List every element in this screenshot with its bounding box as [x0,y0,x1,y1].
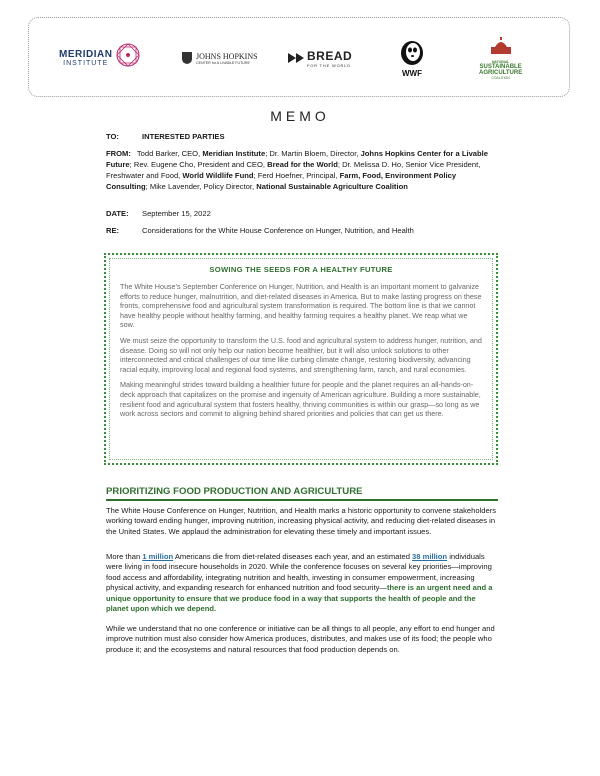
from-text-7: ; Dr. Melissa D. Ho, Senior Vice President, Freshwater and Food, [106,160,481,180]
callout-paragraph-2: We must seize the opportunity to transform the U.S. food and agricultural system to address hunger, nutrition, and disease. Doing so will not only help our nation become healthier, but it will also unlock solutions to other interconnected and critical challenges of our time like curbing climate change, restoring biodiversity, advancing racial equity, improving local and regional food systems, and strengthening farm, ranch, and rural economies. [120,335,482,374]
date-label: DATE: [106,209,129,218]
p2-emphasis: there is an urgent need and a unique opportunity to ensure that we produce food in a way that supports the health of people and the planet upon which we depend. [106,583,493,614]
callout-inner [109,258,493,460]
from-text-9: ; Ferd Hoefner, Principal, [253,171,340,180]
stat-link-1-million[interactable]: 1 million [142,552,174,561]
memo-re-row [106,225,496,236]
re-label: RE: [106,226,120,235]
memo-to-row [106,131,496,142]
callout-title: SOWING THE SEEDS FOR A HEALTHY FUTURE [209,265,393,274]
re-value: Considerations for the White House Conference on Hunger, Nutrition, and Health [142,226,414,235]
from-org-ffep: Farm, Food, Environment Policy Consulting [106,171,457,191]
jhu-logo [181,18,258,98]
p2-text-a: More than [106,552,143,561]
callout-paragraph-3: Making meaningful strides toward building a healthier future for people and the planet requires an all-hands-on-deck approach that capitalizes on the promise and ingenuity of American agriculture. Building a more sustainable, resilient food and agricultural system that fosters healthy, thriving communities is within our grasp—so long as we work across sectors and commit to aligning behind shared priorities and policies that can get us there. [120,380,481,419]
nsac-logo [479,18,522,98]
nsac-line4: COALITION [491,75,510,80]
bread-logo [287,18,352,98]
to-value: INTERESTED PARTIES [142,132,225,141]
nsac-line1: NATIONAL [491,59,510,64]
section-paragraph-1 [106,506,498,537]
from-text-3: ; Dr. Martin Bloem, Director, [265,149,361,158]
date-value: September 15, 2022 [142,209,211,218]
jhu-name: JOHNS HOPKINS [196,51,258,61]
bread-name: BREAD [307,48,353,63]
from-org-jhu: Johns Hopkins Center for a Livable Future [106,149,488,169]
meridian-subtitle: INSTITUTE [63,60,109,67]
wwf-logo [399,18,425,98]
section-title: PRIORITIZING FOOD PRODUCTION AND AGRICULTURE [106,486,363,497]
meridian-logo [59,18,141,98]
memo-title: MEMO [270,108,330,124]
logo-strip [28,17,570,97]
from-org-bread: Bread for the World [267,160,338,169]
from-org-wwf: World Wildlife Fund [182,171,254,180]
to-label: TO: [106,132,119,141]
from-org-nsac: National Sustainable Agriculture Coalition [256,182,408,191]
jhu-subtitle: CENTER for A LIVABLE FUTURE [196,60,250,65]
from-label: FROM: [106,149,131,158]
wwf-name: WWF [402,69,422,78]
p2-text-c: individuals were living in food insecure households in 2020. While the conference focuses on several key priorities—improving food access and affordability, integrating nutrition and health, investing in consumer empowerment, increasing physical activity, and expanding research for enhanced nutrition and food security— [106,552,492,593]
callout-box [104,253,498,465]
from-text-5: ; Rev. Eugene Cho, President and CEO, [129,160,268,169]
meridian-name: MERIDIAN [59,49,113,60]
nsac-line2: SUSTAINABLE [479,63,522,70]
jhu-shield-icon [181,51,193,65]
stat-link-38-million[interactable]: 38 million [412,552,448,561]
capitol-icon [487,37,515,55]
from-text-1: Todd Barker, CEO, [136,149,203,158]
panda-icon [399,38,425,66]
memo-from-row [106,148,496,192]
section-p3-text: While we understand that no one conference or initiative can be all things to all people, any effort to end hunger and improve nutrition must also consider how America produces, distributes, and makes use of its food; the people who produce it; and the ecosystems and natural resources that food production depends on. [106,624,495,654]
p2-text-b: Americans die from diet-related diseases each year, and an estimated [173,552,413,561]
section-paragraph-3 [106,624,498,655]
meridian-star-icon [115,42,141,68]
nsac-line3: AGRICULTURE [479,69,523,76]
section-paragraph-2 [106,552,498,614]
from-text-11: ; Mike Lavender, Policy Director, [145,182,257,191]
memo-date-row [106,208,496,219]
section-p1-text: The White House Conference on Hunger, Nutrition, and Health marks a historic opportunity to convene stakeholders working toward ending hunger, improving nutrition, increasing physical activity, and reducing diet-related diseases in the United States. We applaud the administration for elevating these timely and important issues. [106,506,497,536]
callout-paragraph-1: The White House’s September Conference on Hunger, Nutrition, and Health is an important moment to galvanize efforts to reduce hunger, malnutrition, and diet-related diseases in America. But to make lasting progress on these fronts, comprehensive food and agricultural system transformation is required. The bottom line is that we cannot have healthy people without healthy farming, and healthy farming requires a healthy planet. We reap what we sow. [120,282,482,330]
bread-subtitle: FOR THE WORLD [307,62,351,68]
bread-icon [287,51,305,65]
section-divider [106,499,498,501]
from-org-meridian: Meridian Institute [202,149,266,158]
